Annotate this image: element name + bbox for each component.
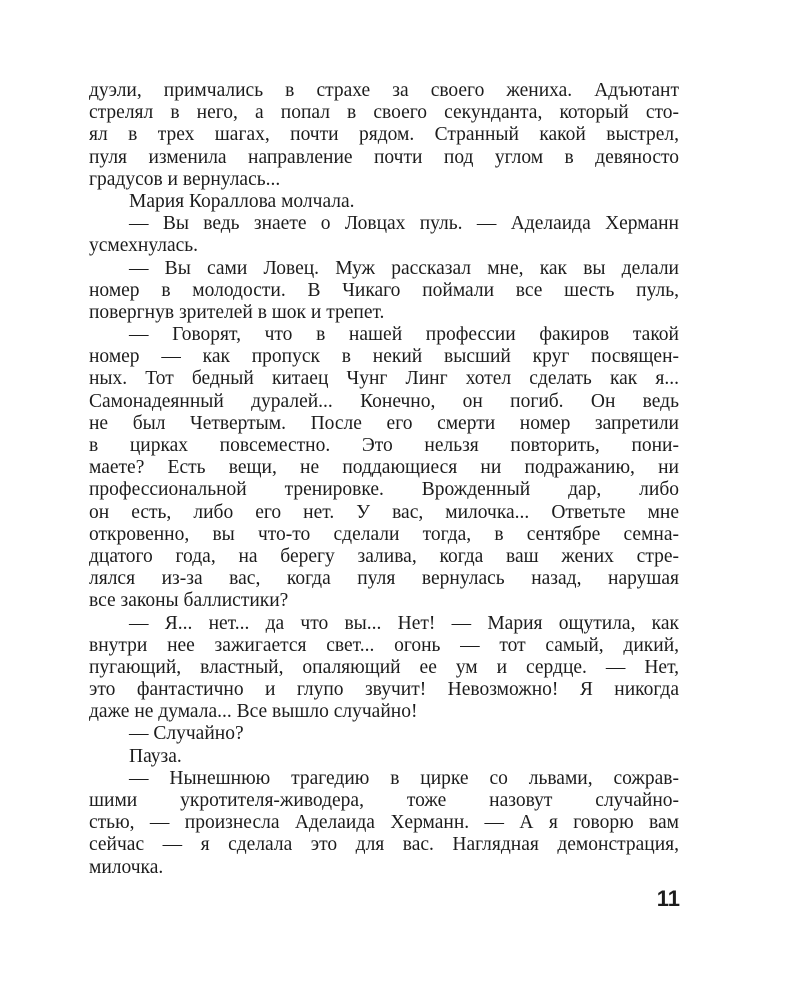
text-line: усмехнулась. <box>89 235 199 257</box>
text-line: — Я... нет... да что вы... Нет! — Мария ощутила, как <box>129 612 679 634</box>
text-line: лялся из-за вас, когда пуля вернулась назад, нарушая <box>89 568 679 590</box>
text-line: — Случайно? <box>129 723 244 745</box>
text-line: даже не думала... Все вышло случайно! <box>89 701 418 723</box>
text-line: дуэли, примчались в страхе за своего жениха. Адъютант <box>89 80 679 101</box>
text-line: ял в трех шагах, почти рядом. Странный какой выстрел, <box>89 124 679 146</box>
text-line: пугающий, властный, опаляющий ее ум и сердце. — Нет, <box>89 656 679 678</box>
text-line: это фантастично и глупо звучит! Невозможно! Я никогда <box>89 679 679 701</box>
text-line: все законы баллистики? <box>89 590 289 612</box>
body-text <box>89 80 679 879</box>
text-line: не был Четвертым. После его смерти номер запретили <box>89 412 679 434</box>
text-line: сейчас — я сделала это для вас. Наглядная демонстрация, <box>89 834 679 856</box>
text-line: ных. Тот бедный китаец Чунг Линг хотел сделать как я... <box>89 368 679 390</box>
text-line: номер — как пропуск в некий высший круг посвящен- <box>89 346 679 368</box>
text-line: маете? Есть вещи, не поддающиеся ни подражанию, ни <box>89 457 679 479</box>
text-line: стрелял в него, а попал в своего секунданта, который сто- <box>89 102 679 124</box>
text-line: — Нынешнюю трагедию в цирке со львами, сожрав- <box>129 767 679 789</box>
text-line: дцатого года, на берегу залива, когда ваш жених стре- <box>89 545 679 567</box>
text-line: — Вы сами Ловец. Муж рассказал мне, как вы делали <box>129 257 679 279</box>
text-line: — Говорят, что в нашей профессии факиров такой <box>129 324 679 346</box>
text-line: внутри нее зажигается свет... огонь — тот самый, дикий, <box>89 634 679 656</box>
text-line: профессиональной тренировке. Врожденный дар, либо <box>89 479 679 501</box>
text-line: градусов и вернулась... <box>89 168 281 190</box>
text-line: откровенно, вы что-то сделали тогда, в сентябре семна- <box>89 523 679 545</box>
text-line: Пауза. <box>129 745 182 767</box>
text-line: шими укротителя-живодера, тоже назовут случайно- <box>89 790 679 811</box>
text-line: Самонадеянный дуралей... Конечно, он погиб. Он ведь <box>89 390 679 412</box>
text-line: номер в молодости. В Чикаго поймали все шесть пуль, <box>89 279 679 301</box>
text-line: повергнув зрителей в шок и трепет. <box>89 301 385 323</box>
text-line: он есть, либо его нет. У вас, милочка... Ответьте мне <box>89 501 679 523</box>
text-line: милочка. <box>89 856 164 878</box>
text-line: пуля изменила направление почти под углом в девяносто <box>89 146 679 168</box>
page-number: 11 <box>656 886 680 911</box>
text-line: в цирках повсеместно. Это нельзя повторить, пони- <box>89 435 679 456</box>
text-line: стью, — произнесла Аделаида Херманн. — А я говорю вам <box>89 812 679 834</box>
text-line: Мария Кораллова молчала. <box>129 190 355 212</box>
text-line: — Вы ведь знаете о Ловцах пуль. — Аделаида Херманн <box>129 213 679 235</box>
